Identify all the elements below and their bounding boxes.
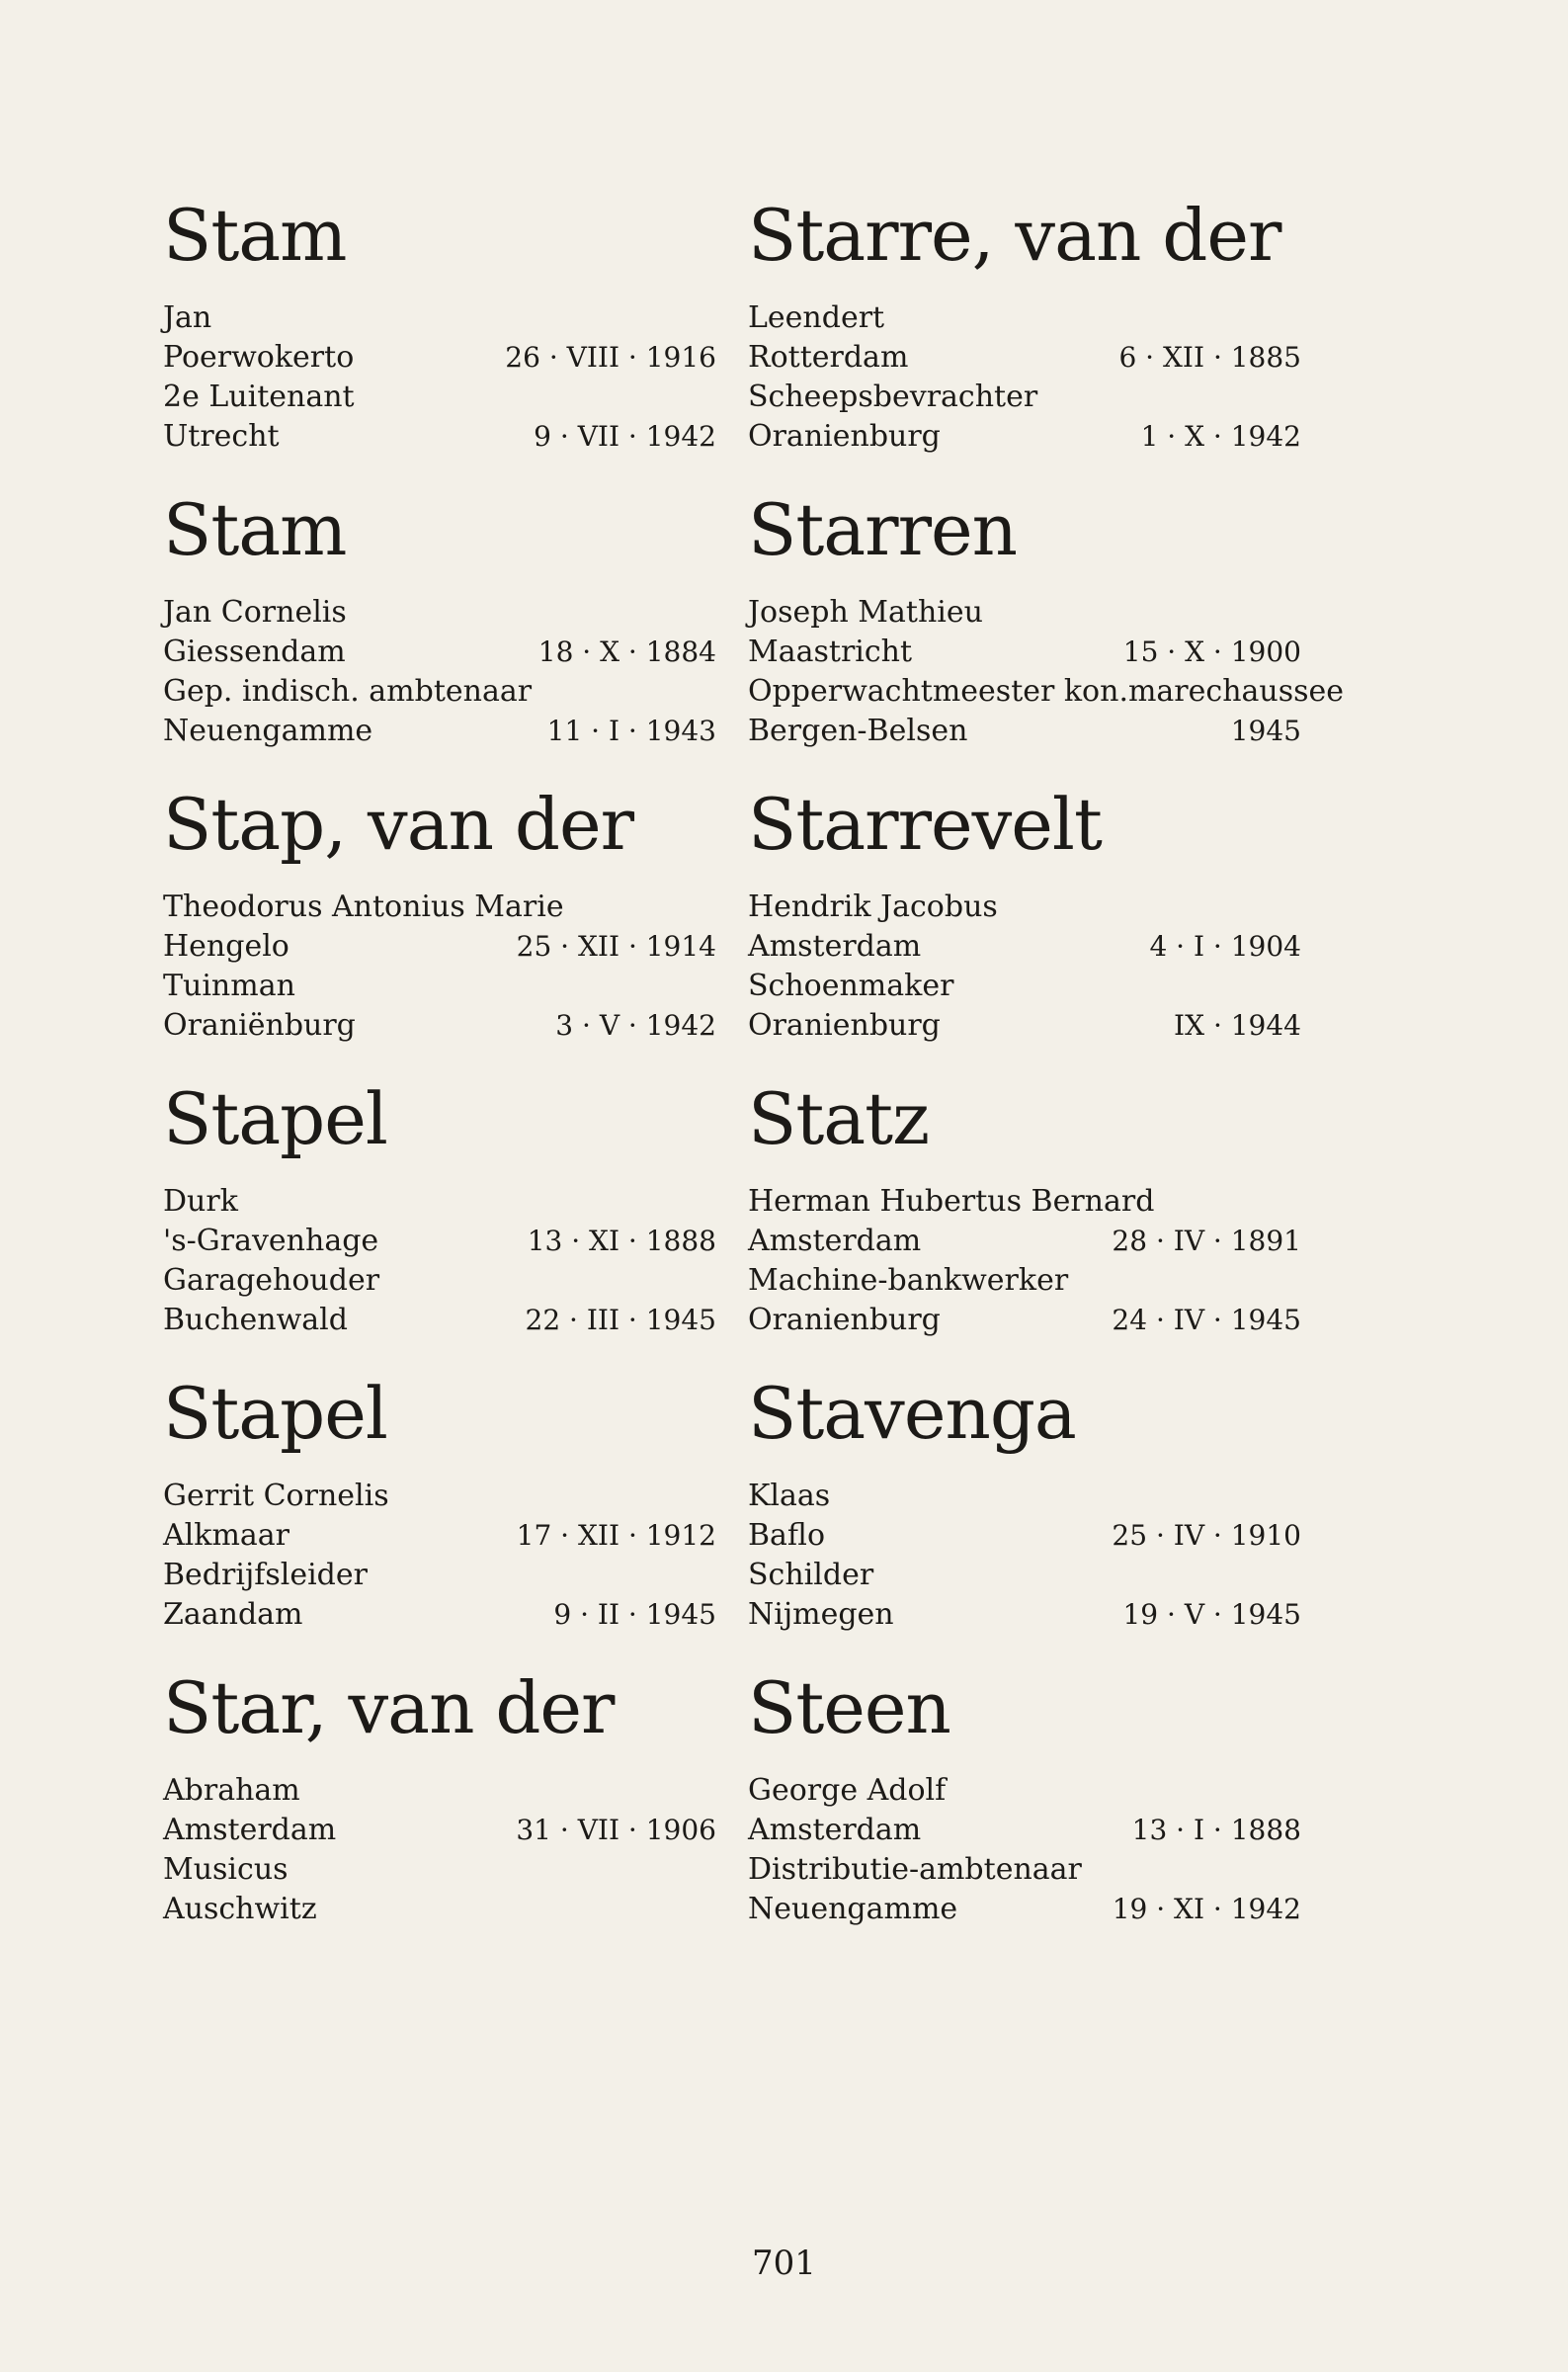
deathplace-text: Oranienburg [748,419,941,454]
birthdate-text: 31 · VII · 1906 [516,1814,716,1846]
entry-line-first [163,1182,716,1222]
entry-line-occupation [163,378,716,417]
entry-line-birthplace [163,633,716,672]
surname-heading: Statz [748,1077,930,1160]
occupation-text: Gep. indisch. ambtenaar [163,674,533,709]
birthdate-text: 13 · XI · 1888 [527,1225,716,1257]
birthdate-text: 17 · XII · 1912 [516,1519,716,1552]
occupation-text: Opperwachtmeester kon.marechaussee [748,674,1345,709]
surname-heading: Star, van der [163,1666,615,1749]
occupation-text: Schoenmaker [748,969,954,1003]
name-entry [748,482,1345,777]
occupation-text: Bedrijfsleider [163,1558,368,1592]
entry-line-deathplace [748,1301,1301,1340]
page-number: 701 [752,2244,816,2283]
entry-line-first [163,593,716,633]
deathdate-text: 9 · II · 1945 [553,1598,716,1631]
birthplace-text: Amsterdam [163,1813,337,1847]
first-text: Klaas [748,1479,831,1513]
entry-line-birthplace [163,927,716,967]
left-column [163,188,716,1955]
deathdate-text: 24 · IV · 1945 [1112,1304,1301,1336]
first-text: Theodorus Antonius Marie [163,890,564,924]
first-text: Jan [163,300,212,335]
entry-line-birthplace [163,1516,716,1556]
entry-line-first [163,1771,716,1811]
deathplace-text: Oraniënburg [163,1008,356,1043]
entry-line-first [748,1477,1301,1516]
entry-line-occupation [163,672,716,712]
first-text: Joseph Mathieu [748,595,983,630]
first-text: Hendrik Jacobus [748,890,998,924]
deathplace-text: Buchenwald [163,1303,348,1337]
deathdate-text: 19 · V · 1945 [1122,1598,1301,1631]
birthdate-text: 13 · I · 1888 [1131,1814,1301,1846]
occupation-text: Schilder [748,1558,874,1592]
birthplace-text: Hengelo [163,929,289,964]
deathplace-text: Oranienburg [748,1303,941,1337]
deathdate-text: 1 · X · 1942 [1140,420,1301,453]
name-entry [748,188,1301,482]
birthplace-text: Giessendam [163,635,346,669]
entry-line-first [748,1771,1301,1811]
name-entry [748,1660,1301,1955]
entry-line-occupation [748,1850,1301,1890]
name-entry [163,482,716,777]
name-entry [748,777,1301,1071]
entry-line-occupation [163,1556,716,1595]
deathplace-text: Neuengamme [163,714,373,748]
deathplace-text: Utrecht [163,419,280,454]
surname-heading: Stam [163,194,347,277]
entry-line-first [748,888,1301,927]
entry-line-birthplace [748,1222,1301,1261]
surname-heading: Stapel [163,1372,387,1455]
entry-line-deathplace [163,417,716,457]
birthdate-text: 28 · IV · 1891 [1112,1225,1301,1257]
entry-line-occupation [163,967,716,1006]
entry-line-deathplace [748,1006,1301,1046]
birthplace-text: Alkmaar [163,1518,289,1553]
deathdate-text: 9 · VII · 1942 [534,420,716,453]
occupation-text: Tuinman [163,969,295,1003]
first-text: Herman Hubertus Bernard [748,1184,1155,1219]
entry-line-first [748,593,1301,633]
surname-heading: Stap, van der [163,783,634,866]
entry-line-occupation [748,378,1301,417]
surname-heading: Stam [163,488,347,571]
birthplace-text: Maastricht [748,635,913,669]
entry-line-first [163,888,716,927]
deathdate-text: 3 · V · 1942 [555,1009,716,1042]
entry-line-birthplace [748,927,1301,967]
entry-line-first [163,298,716,338]
first-text: Jan Cornelis [163,595,347,630]
entry-line-deathplace [748,1595,1301,1635]
entry-line-deathplace [748,712,1301,751]
entry-line-birthplace [748,633,1301,672]
birthdate-text: 18 · X · 1884 [537,635,716,668]
birthplace-text: 's-Gravenhage [163,1224,379,1258]
deathdate-text: 11 · I · 1943 [546,715,716,747]
entry-line-birthplace [748,1811,1301,1850]
name-entry [163,1366,716,1660]
deathdate-text: IX · 1944 [1174,1009,1301,1042]
deathplace-text: Nijmegen [748,1597,894,1632]
birthplace-text: Amsterdam [748,1224,922,1258]
birthdate-text: 26 · VIII · 1916 [505,341,716,374]
entry-line-deathplace [163,1006,716,1046]
deathplace-text: Zaandam [163,1597,303,1632]
entry-line-deathplace [163,1890,716,1929]
entry-line-first [748,1182,1301,1222]
birthdate-text: 25 · XII · 1914 [516,930,716,963]
entry-line-deathplace [748,417,1301,457]
occupation-text: Scheepsbevrachter [748,380,1038,414]
deathplace-text: Auschwitz [163,1892,317,1926]
birthdate-text: 6 · XII · 1885 [1118,341,1301,374]
surname-heading: Starre, van der [748,194,1281,277]
entry-line-birthplace [748,338,1301,378]
entry-line-occupation [748,967,1301,1006]
surname-heading: Starren [748,488,1017,571]
name-entry [163,1660,716,1955]
entry-line-birthplace [748,1516,1301,1556]
birthdate-text: 15 · X · 1900 [1122,635,1301,668]
deathplace-text: Oranienburg [748,1008,941,1043]
birthplace-text: Amsterdam [748,929,922,964]
name-entry [748,1071,1301,1366]
deathdate-text: 1945 [1230,715,1301,747]
entry-line-birthplace [163,1811,716,1850]
entry-line-birthplace [163,1222,716,1261]
surname-heading: Steen [748,1666,950,1749]
entry-line-first [748,298,1301,338]
entry-line-occupation [748,1261,1301,1301]
entry-line-occupation [748,1556,1301,1595]
name-entry [163,777,716,1071]
entry-line-occupation [748,672,1345,712]
deathdate-text: 22 · III · 1945 [525,1304,716,1336]
entry-line-deathplace [163,1595,716,1635]
birthplace-text: Baflo [748,1518,826,1553]
right-column [748,188,1345,1955]
first-text: George Adolf [748,1773,947,1808]
entry-line-deathplace [748,1890,1301,1929]
occupation-text: Machine-bankwerker [748,1263,1069,1298]
birthplace-text: Rotterdam [748,340,909,375]
first-text: Leendert [748,300,885,335]
name-entry [748,1366,1301,1660]
occupation-text: Musicus [163,1852,289,1887]
surname-heading: Stavenga [748,1372,1076,1455]
entry-line-occupation [163,1850,716,1890]
first-text: Durk [163,1184,238,1219]
occupation-text: Distributie-ambtenaar [748,1852,1082,1887]
surname-heading: Starrevelt [748,783,1102,866]
deathplace-text: Neuengamme [748,1892,958,1926]
entry-line-birthplace [163,338,716,378]
birthplace-text: Poerwokerto [163,340,355,375]
name-entry [163,1071,716,1366]
first-text: Abraham [163,1773,300,1808]
surname-heading: Stapel [163,1077,387,1160]
entry-line-deathplace [163,712,716,751]
deathdate-text: 19 · XI · 1942 [1112,1893,1301,1925]
entry-line-deathplace [163,1301,716,1340]
occupation-text: Garagehouder [163,1263,380,1298]
entry-line-first [163,1477,716,1516]
entry-line-occupation [163,1261,716,1301]
deathplace-text: Bergen-Belsen [748,714,968,748]
birthdate-text: 25 · IV · 1910 [1112,1519,1301,1552]
name-entry [163,188,716,482]
birthplace-text: Amsterdam [748,1813,922,1847]
birthdate-text: 4 · I · 1904 [1149,930,1301,963]
first-text: Gerrit Cornelis [163,1479,389,1513]
occupation-text: 2e Luitenant [163,380,355,414]
